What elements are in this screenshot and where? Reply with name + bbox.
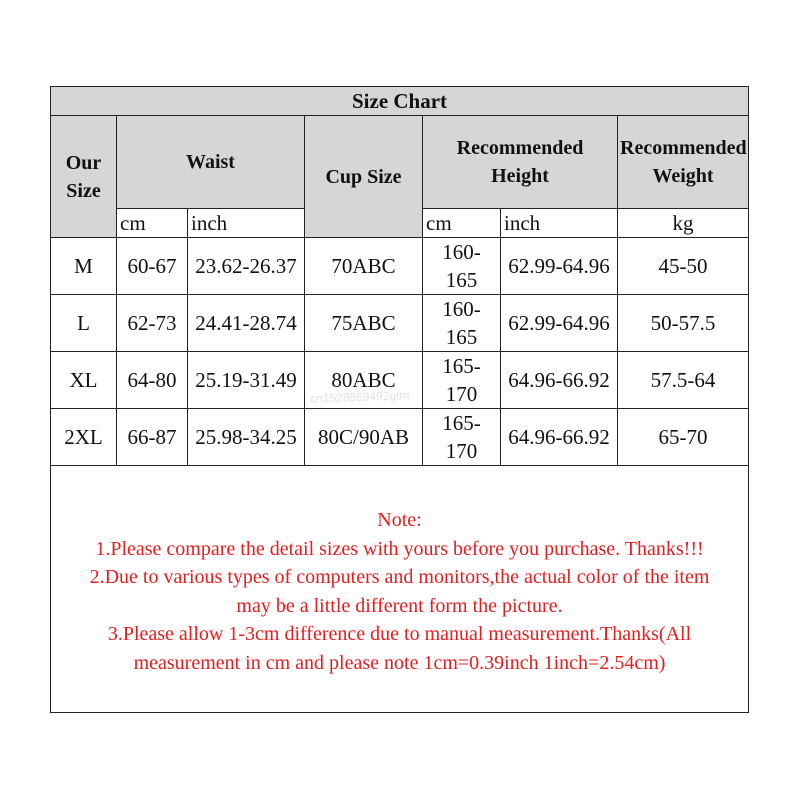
cell-height-inch: 62.99-64.96 — [501, 295, 618, 352]
cell-waist-cm: 62-73 — [117, 295, 188, 352]
cell-weight: 45-50 — [618, 238, 749, 295]
note-heading: Note: — [377, 509, 422, 531]
note-line: measurement in cm and please note 1cm=0.39inch 1inch=2.54cm) — [133, 651, 666, 674]
cell-cup: 80ABC — [305, 352, 423, 409]
header-our-size: Our Size — [51, 116, 117, 238]
note-line: may be a little different form the picture. — [236, 594, 563, 617]
cell-size: XL — [51, 352, 117, 409]
header-row — [51, 116, 749, 209]
note-line: 3.Please allow 1-3cm difference due to manual measurement.Thanks(All — [107, 623, 692, 645]
unit-weight-kg: kg — [618, 209, 749, 238]
cell-cup: 70ABC — [305, 238, 423, 295]
unit-height-cm: cm — [423, 209, 501, 238]
table-row — [51, 409, 749, 466]
chart-title: Size Chart — [51, 87, 749, 116]
notes-section — [51, 466, 748, 677]
cell-waist-inch: 24.41-28.74 — [188, 295, 305, 352]
size-table — [50, 86, 749, 466]
cell-weight: 57.5-64 — [618, 352, 749, 409]
cell-weight: 50-57.5 — [618, 295, 749, 352]
cell-height-inch: 62.99-64.96 — [501, 238, 618, 295]
cell-size: 2XL — [51, 409, 117, 466]
cell-cup: 75ABC — [305, 295, 423, 352]
cell-size: M — [51, 238, 117, 295]
cell-weight: 65-70 — [618, 409, 749, 466]
cell-height-cm: 165-170 — [423, 409, 501, 466]
cell-waist-cm: 66-87 — [117, 409, 188, 466]
cell-height-cm: 165-170 — [423, 352, 501, 409]
cell-height-cm: 160-165 — [423, 238, 501, 295]
cell-height-inch: 64.96-66.92 — [501, 352, 618, 409]
cell-cup: 80C/90AB — [305, 409, 423, 466]
cell-waist-inch: 25.19-31.49 — [188, 352, 305, 409]
header-weight: Recommended Weight — [618, 116, 749, 209]
cell-waist-inch: 25.98-34.25 — [188, 409, 305, 466]
cell-height-inch: 64.96-66.92 — [501, 409, 618, 466]
cell-size: L — [51, 295, 117, 352]
watermark-text: cn1528859492gtm — [309, 388, 410, 406]
header-waist: Waist — [117, 116, 305, 209]
cell-waist-inch: 23.62-26.37 — [188, 238, 305, 295]
cell-waist-cm: 60-67 — [117, 238, 188, 295]
unit-waist-inch: inch — [188, 209, 305, 238]
note-line: 1.Please compare the detail sizes with yours before you purchase. Thanks!!! — [95, 537, 704, 560]
header-height: Recommended Height — [423, 116, 618, 209]
cell-waist-cm: 64-80 — [117, 352, 188, 409]
table-row — [51, 238, 749, 295]
unit-waist-cm: cm — [117, 209, 188, 238]
header-cup-size: Cup Size — [305, 116, 423, 238]
unit-height-inch: inch — [501, 209, 618, 238]
table-row — [51, 295, 749, 352]
title-row — [51, 87, 749, 116]
cell-height-cm: 160-165 — [423, 295, 501, 352]
note-line: 2.Due to various types of computers and monitors,the actual color of the item — [89, 566, 710, 588]
